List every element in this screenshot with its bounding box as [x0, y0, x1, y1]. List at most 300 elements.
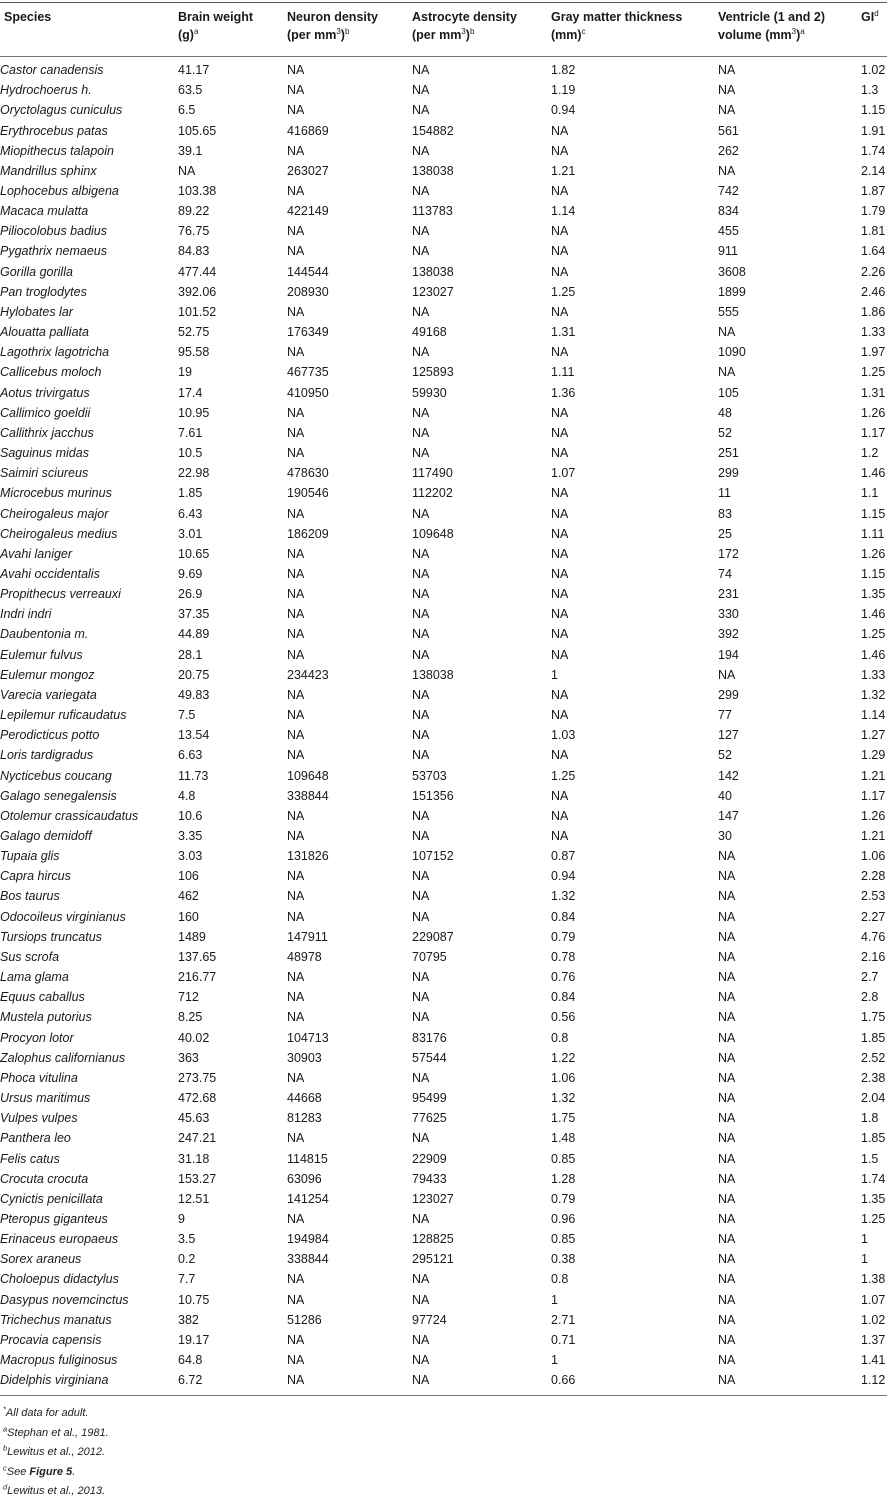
- ventricle-volume-cell: NA: [718, 63, 736, 78]
- gi-cell: 1.02: [861, 63, 886, 78]
- brain-weight-cell: 44.89: [178, 627, 210, 642]
- neuron-density-cell: NA: [287, 889, 305, 904]
- gray-matter-thickness-cell: 1.36: [551, 385, 576, 400]
- table-row: [0, 806, 887, 826]
- ventricle-volume-cell: 561: [718, 123, 739, 138]
- astrocyte-density-cell: NA: [412, 1272, 430, 1287]
- ventricle-volume-cell: 194: [718, 647, 739, 662]
- brain-weight-cell: 103.38: [178, 184, 217, 199]
- table-row: [0, 524, 887, 544]
- ventricle-volume-cell: 74: [718, 566, 732, 581]
- neuron-density-cell: 63096: [287, 1171, 322, 1186]
- ventricle-volume-cell: NA: [718, 1332, 736, 1347]
- table-row: [0, 544, 887, 564]
- ventricle-volume-cell: NA: [718, 970, 736, 985]
- gi-cell: 1.75: [861, 1010, 886, 1025]
- brain-weight-cell: 363: [178, 1050, 199, 1065]
- species-cell: Hylobates lar: [0, 304, 73, 319]
- gray-matter-thickness-cell: NA: [551, 748, 569, 763]
- ventricle-volume-cell: 1899: [718, 284, 746, 299]
- gray-matter-thickness-cell: 0.71: [551, 1332, 576, 1347]
- gi-cell: 1.97: [861, 345, 886, 360]
- gray-matter-thickness-cell: NA: [551, 486, 569, 501]
- astrocyte-density-cell: NA: [412, 1010, 430, 1025]
- species-cell: Tursiops truncatus: [0, 929, 102, 944]
- neuron-density-cell: 176349: [287, 325, 329, 340]
- footnote: $^c$See Figure 5.: [3, 1462, 76, 1478]
- table-row: [0, 80, 887, 100]
- neuron-density-cell: 147911: [287, 929, 328, 944]
- gray-matter-thickness-cell: 0.76: [551, 970, 576, 985]
- table-row: [0, 645, 887, 665]
- ventricle-volume-cell: NA: [718, 949, 736, 964]
- gi-cell: 1: [861, 1252, 868, 1267]
- gi-cell: 1.27: [861, 728, 886, 743]
- species-cell: Odocoileus virginianus: [0, 909, 126, 924]
- table-row: [0, 1088, 887, 1108]
- gray-matter-thickness-cell: NA: [551, 143, 569, 158]
- ventricle-volume-cell: 30: [718, 829, 732, 844]
- neuron-density-cell: NA: [287, 687, 305, 702]
- ventricle-volume-cell: NA: [718, 325, 736, 340]
- species-cell: Saguinus midas: [0, 446, 89, 461]
- ventricle-volume-cell: 742: [718, 184, 739, 199]
- astrocyte-density-cell: NA: [412, 728, 430, 743]
- ventricle-volume-cell: NA: [718, 990, 736, 1005]
- footnote: $^d$Lewitus et al., 2013.: [3, 1482, 106, 1497]
- neuron-density-cell: 144544: [287, 264, 329, 279]
- species-cell: Varecia variegata: [0, 687, 97, 702]
- brain-weight-cell: 477.44: [178, 264, 217, 279]
- species-cell: Eulemur fulvus: [0, 647, 83, 662]
- ventricle-volume-cell: 330: [718, 607, 739, 622]
- neuron-density-cell: NA: [287, 244, 305, 259]
- astrocyte-density-cell: NA: [412, 224, 430, 239]
- astrocyte-density-cell: NA: [412, 1373, 430, 1388]
- gray-matter-thickness-cell: NA: [551, 566, 569, 581]
- neuron-density-cell: NA: [287, 103, 305, 118]
- brain-weight-cell: 10.5: [178, 446, 203, 461]
- neuron-density-cell: 131826: [287, 849, 329, 864]
- species-cell: Avahi laniger: [0, 546, 73, 561]
- gi-cell: 1.15: [861, 103, 886, 118]
- ventricle-volume-cell: NA: [718, 1151, 736, 1166]
- gray-matter-thickness-cell: 2.71: [551, 1312, 576, 1327]
- brain-weight-cell: 472.68: [178, 1091, 217, 1106]
- gi-cell: 1.41: [861, 1353, 886, 1368]
- gray-matter-thickness-cell: 1.25: [551, 768, 576, 783]
- gi-cell: 4.76: [861, 929, 886, 944]
- header-gi: $GI^d$: [861, 8, 879, 24]
- table-row: [0, 725, 887, 745]
- species-cell: Choloepus didactylus: [0, 1272, 119, 1287]
- header-brain-weight: Brain weight $(g)^a$: [178, 10, 254, 42]
- astrocyte-density-cell: NA: [412, 446, 430, 461]
- gray-matter-thickness-cell: 1.75: [551, 1111, 576, 1126]
- gi-cell: 1: [861, 1232, 868, 1247]
- table-row: [0, 262, 887, 282]
- species-cell: Nycticebus coucang: [0, 768, 112, 783]
- neuron-density-cell: 416869: [287, 123, 329, 138]
- species-cell: Dasypus novemcinctus: [0, 1292, 129, 1307]
- top-rule: [0, 2, 887, 3]
- gray-matter-thickness-cell: NA: [551, 304, 569, 319]
- gray-matter-thickness-cell: NA: [551, 627, 569, 642]
- neuron-density-cell: 109648: [287, 768, 329, 783]
- brain-weight-cell: 382: [178, 1312, 199, 1327]
- gray-matter-thickness-cell: 0.85: [551, 1232, 576, 1247]
- species-cell: Pteropus giganteus: [0, 1211, 108, 1226]
- ventricle-volume-cell: NA: [718, 889, 736, 904]
- neuron-density-cell: 208930: [287, 284, 329, 299]
- ventricle-volume-cell: NA: [718, 1131, 736, 1146]
- gray-matter-thickness-cell: 0.87: [551, 849, 576, 864]
- neuron-density-cell: NA: [287, 425, 305, 440]
- species-cell: Cheirogaleus medius: [0, 526, 118, 541]
- brain-weight-cell: 105.65: [178, 123, 217, 138]
- gi-cell: 2.26: [861, 264, 886, 279]
- ventricle-volume-cell: NA: [718, 365, 736, 380]
- ventricle-volume-cell: NA: [718, 929, 736, 944]
- gray-matter-thickness-cell: NA: [551, 607, 569, 622]
- ventricle-volume-cell: 48: [718, 405, 732, 420]
- neuron-density-cell: NA: [287, 446, 305, 461]
- ventricle-volume-cell: NA: [718, 103, 736, 118]
- ventricle-volume-cell: 3608: [718, 264, 746, 279]
- astrocyte-density-cell: 125893: [412, 365, 454, 380]
- neuron-density-cell: 30903: [287, 1050, 322, 1065]
- species-cell: Mustela putorius: [0, 1010, 92, 1025]
- gi-cell: 1.25: [861, 627, 886, 642]
- brain-weight-cell: 20.75: [178, 667, 210, 682]
- brain-weight-cell: 49.83: [178, 687, 210, 702]
- table-row: [0, 866, 887, 886]
- gray-matter-thickness-cell: 0.38: [551, 1252, 576, 1267]
- neuron-density-cell: NA: [287, 607, 305, 622]
- gi-cell: 1.12: [861, 1373, 886, 1388]
- ventricle-volume-cell: NA: [718, 1171, 736, 1186]
- table-row: [0, 786, 887, 806]
- gi-cell: 1.33: [861, 667, 886, 682]
- table-row: [0, 604, 887, 624]
- brain-weight-cell: 3.35: [178, 829, 203, 844]
- neuron-density-cell: NA: [287, 224, 305, 239]
- gi-cell: 2.16: [861, 949, 886, 964]
- astrocyte-density-cell: 112202: [412, 486, 453, 501]
- astrocyte-density-cell: NA: [412, 1131, 430, 1146]
- brain-weight-cell: 273.75: [178, 1070, 217, 1085]
- table-row: [0, 846, 887, 866]
- gray-matter-thickness-cell: NA: [551, 506, 569, 521]
- table-row: [0, 60, 887, 80]
- table-row: [0, 1128, 887, 1148]
- table-row: [0, 1189, 887, 1209]
- table-row: [0, 987, 887, 1007]
- neuron-density-cell: NA: [287, 829, 305, 844]
- gray-matter-thickness-cell: 1: [551, 1292, 558, 1307]
- table-row: [0, 765, 887, 785]
- species-cell: Ursus maritimus: [0, 1091, 91, 1106]
- gray-matter-thickness-cell: NA: [551, 687, 569, 702]
- gi-cell: 1.85: [861, 1131, 886, 1146]
- brain-weight-cell: 1.85: [178, 486, 203, 501]
- species-cell: Equus caballus: [0, 990, 85, 1005]
- gi-cell: 1.74: [861, 1171, 886, 1186]
- brain-weight-cell: 28.1: [178, 647, 203, 662]
- gray-matter-thickness-cell: NA: [551, 123, 569, 138]
- table-row: [0, 483, 887, 503]
- neuron-density-cell: 338844: [287, 1252, 329, 1267]
- table-row: [0, 383, 887, 403]
- gi-cell: 1.21: [861, 829, 886, 844]
- brain-weight-cell: 64.8: [178, 1353, 203, 1368]
- ventricle-volume-cell: 105: [718, 385, 739, 400]
- gi-cell: 1.26: [861, 546, 886, 561]
- gray-matter-thickness-cell: 1.22: [551, 1050, 576, 1065]
- neuron-density-cell: 263027: [287, 163, 329, 178]
- brain-weight-cell: 3.5: [178, 1232, 196, 1247]
- gi-cell: 1.17: [861, 425, 886, 440]
- table-row: [0, 161, 887, 181]
- gray-matter-thickness-cell: NA: [551, 244, 569, 259]
- table-row: [0, 241, 887, 261]
- neuron-density-cell: 114815: [287, 1151, 328, 1166]
- gi-cell: 2.38: [861, 1070, 886, 1085]
- neuron-density-cell: NA: [287, 748, 305, 763]
- astrocyte-density-cell: NA: [412, 184, 430, 199]
- neuron-density-cell: NA: [287, 143, 305, 158]
- gi-cell: 2.52: [861, 1050, 886, 1065]
- astrocyte-density-cell: NA: [412, 1211, 430, 1226]
- ventricle-volume-cell: 11: [718, 486, 731, 501]
- table-row: [0, 1209, 887, 1229]
- gi-cell: 1.32: [861, 687, 886, 702]
- species-cell: Daubentonia m.: [0, 627, 89, 642]
- neuron-density-cell: NA: [287, 1332, 305, 1347]
- table-row: [0, 1048, 887, 1068]
- astrocyte-density-cell: NA: [412, 63, 430, 78]
- neuron-density-cell: NA: [287, 728, 305, 743]
- gray-matter-thickness-cell: 0.8: [551, 1030, 569, 1045]
- gray-matter-thickness-cell: 0.94: [551, 869, 576, 884]
- ventricle-volume-cell: NA: [718, 163, 736, 178]
- table-row: [0, 1229, 887, 1249]
- species-cell: Hydrochoerus h.: [0, 83, 92, 98]
- astrocyte-density-cell: 138038: [412, 163, 454, 178]
- neuron-density-cell: NA: [287, 587, 305, 602]
- gray-matter-thickness-cell: 0.66: [551, 1373, 576, 1388]
- gi-cell: 2.28: [861, 869, 886, 884]
- species-cell: Galago demidoff: [0, 829, 92, 844]
- table-row: [0, 221, 887, 241]
- astrocyte-density-cell: NA: [412, 607, 430, 622]
- ventricle-volume-cell: NA: [718, 83, 736, 98]
- neuron-density-cell: NA: [287, 1131, 305, 1146]
- gray-matter-thickness-cell: 0.84: [551, 990, 576, 1005]
- ventricle-volume-cell: NA: [718, 1373, 736, 1388]
- species-cell: Perodicticus potto: [0, 728, 100, 743]
- astrocyte-density-cell: 109648: [412, 526, 454, 541]
- table-row: [0, 120, 887, 140]
- ventricle-volume-cell: 392: [718, 627, 739, 642]
- table-row: [0, 624, 887, 644]
- header-gray-matter-thickness: Gray matter thickness (mm)$^c$: [551, 10, 683, 42]
- neuron-density-cell: 186209: [287, 526, 329, 541]
- brain-weight-cell: 52.75: [178, 325, 210, 340]
- species-cell: Erythrocebus patas: [0, 123, 108, 138]
- table-row: [0, 1370, 887, 1390]
- brain-weight-cell: 22.98: [178, 466, 210, 481]
- astrocyte-density-cell: NA: [412, 103, 430, 118]
- ventricle-volume-cell: 231: [718, 587, 739, 602]
- brain-weight-cell: 6.43: [178, 506, 203, 521]
- figure-reference-link[interactable]: Figure 5: [29, 1465, 73, 1478]
- astrocyte-density-cell: NA: [412, 587, 430, 602]
- species-cell: Macropus fuliginosus: [0, 1353, 118, 1368]
- brain-weight-cell: 4.8: [178, 788, 196, 803]
- table-row: [0, 564, 887, 584]
- brain-weight-cell: 26.9: [178, 587, 203, 602]
- species-cell: Tupaia glis: [0, 849, 60, 864]
- astrocyte-density-cell: 151356: [412, 788, 454, 803]
- brain-weight-cell: 153.27: [178, 1171, 217, 1186]
- gi-cell: 1.33: [861, 325, 886, 340]
- footnote: *All data for adult.: [3, 1404, 89, 1419]
- species-cell: Pan troglodytes: [0, 284, 87, 299]
- brain-weight-cell: 101.52: [178, 304, 217, 319]
- gray-matter-thickness-cell: NA: [551, 345, 569, 360]
- gi-cell: 1.17: [861, 788, 886, 803]
- ventricle-volume-cell: NA: [718, 1111, 736, 1126]
- ventricle-volume-cell: 25: [718, 526, 732, 541]
- header-rule: [0, 56, 887, 57]
- ventricle-volume-cell: NA: [718, 1252, 736, 1267]
- brain-weight-cell: 6.63: [178, 748, 203, 763]
- gi-cell: 2.7: [861, 970, 879, 985]
- neuron-density-cell: NA: [287, 83, 305, 98]
- table-row: [0, 1028, 887, 1048]
- gray-matter-thickness-cell: 1: [551, 1353, 558, 1368]
- astrocyte-density-cell: NA: [412, 808, 430, 823]
- species-cell: Procavia capensis: [0, 1332, 102, 1347]
- ventricle-volume-cell: 172: [718, 546, 739, 561]
- gray-matter-thickness-cell: 0.8: [551, 1272, 569, 1287]
- species-cell: Miopithecus talapoin: [0, 143, 114, 158]
- brain-weight-cell: 9: [178, 1211, 185, 1226]
- ventricle-volume-cell: NA: [718, 1211, 736, 1226]
- table-row: [0, 584, 887, 604]
- ventricle-volume-cell: NA: [718, 1353, 736, 1368]
- brain-weight-cell: 3.01: [178, 526, 203, 541]
- ventricle-volume-cell: NA: [718, 909, 736, 924]
- neuron-density-cell: 234423: [287, 667, 329, 682]
- gray-matter-thickness-cell: 1.19: [551, 83, 576, 98]
- ventricle-volume-cell: 834: [718, 204, 739, 219]
- species-cell: Vulpes vulpes: [0, 1111, 78, 1126]
- table-row: [0, 362, 887, 382]
- species-cell: Avahi occidentalis: [0, 566, 100, 581]
- brain-weight-cell: 40.02: [178, 1030, 210, 1045]
- brain-weight-cell: 462: [178, 889, 199, 904]
- astrocyte-density-cell: NA: [412, 1353, 430, 1368]
- table-row: [0, 665, 887, 685]
- brain-weight-cell: 216.77: [178, 970, 217, 985]
- astrocyte-density-cell: NA: [412, 1292, 430, 1307]
- ventricle-volume-cell: 911: [718, 244, 738, 259]
- astrocyte-density-cell: 22909: [412, 1151, 447, 1166]
- species-cell: Crocuta crocuta: [0, 1171, 89, 1186]
- brain-weight-cell: 712: [178, 990, 199, 1005]
- ventricle-volume-cell: NA: [718, 869, 736, 884]
- neuron-density-cell: 467735: [287, 365, 329, 380]
- gray-matter-thickness-cell: 1.03: [551, 728, 576, 743]
- species-cell: Cheirogaleus major: [0, 506, 109, 521]
- brain-weight-cell: 31.18: [178, 1151, 210, 1166]
- gray-matter-thickness-cell: NA: [551, 829, 569, 844]
- species-cell: Otolemur crassicaudatus: [0, 808, 139, 823]
- species-cell: Sus scrofa: [0, 949, 60, 964]
- gray-matter-thickness-cell: 0.79: [551, 1191, 576, 1206]
- brain-weight-cell: 10.65: [178, 546, 210, 561]
- gi-cell: 1.87: [861, 184, 886, 199]
- neuron-density-cell: NA: [287, 869, 305, 884]
- neuron-density-cell: NA: [287, 647, 305, 662]
- brain-weight-cell: 10.95: [178, 405, 210, 420]
- brain-weight-cell: 95.58: [178, 345, 210, 360]
- gray-matter-thickness-cell: 0.56: [551, 1010, 576, 1025]
- brain-weight-cell: 8.25: [178, 1010, 203, 1025]
- brain-weight-cell: 39.1: [178, 143, 203, 158]
- astrocyte-density-cell: NA: [412, 425, 430, 440]
- brain-weight-cell: 76.75: [178, 224, 210, 239]
- gi-cell: 1.91: [861, 123, 886, 138]
- gray-matter-thickness-cell: 0.79: [551, 929, 576, 944]
- ventricle-volume-cell: NA: [718, 1091, 736, 1106]
- ventricle-volume-cell: NA: [718, 1010, 736, 1025]
- astrocyte-density-cell: NA: [412, 627, 430, 642]
- table-row: [0, 967, 887, 987]
- species-cell: Castor canadensis: [0, 63, 104, 78]
- astrocyte-density-cell: 295121: [412, 1252, 454, 1267]
- gray-matter-thickness-cell: NA: [551, 587, 569, 602]
- astrocyte-density-cell: 95499: [412, 1091, 447, 1106]
- gi-cell: 1.07: [861, 1292, 886, 1307]
- astrocyte-density-cell: 229087: [412, 929, 454, 944]
- brain-weight-cell: 41.17: [178, 63, 210, 78]
- species-cell: Loris tardigradus: [0, 748, 94, 763]
- species-cell: Phoca vitulina: [0, 1070, 78, 1085]
- astrocyte-density-cell: NA: [412, 345, 430, 360]
- brain-weight-cell: 13.54: [178, 728, 210, 743]
- astrocyte-density-cell: 97724: [412, 1312, 447, 1327]
- astrocyte-density-cell: NA: [412, 990, 430, 1005]
- neuron-density-cell: 422149: [287, 204, 329, 219]
- gray-matter-thickness-cell: NA: [551, 425, 569, 440]
- gi-cell: 1.14: [861, 708, 886, 723]
- brain-weight-cell: 137.65: [178, 949, 217, 964]
- table-row: [0, 463, 887, 483]
- gi-cell: 1.25: [861, 365, 886, 380]
- astrocyte-density-cell: 83176: [412, 1030, 447, 1045]
- astrocyte-density-cell: NA: [412, 1332, 430, 1347]
- table-row: [0, 947, 887, 967]
- gray-matter-thickness-cell: NA: [551, 224, 569, 239]
- ventricle-volume-cell: NA: [718, 1070, 736, 1085]
- neuron-density-cell: NA: [287, 63, 305, 78]
- table-row: [0, 201, 887, 221]
- astrocyte-density-cell: 117490: [412, 466, 453, 481]
- brain-weight-cell: 10.6: [178, 808, 203, 823]
